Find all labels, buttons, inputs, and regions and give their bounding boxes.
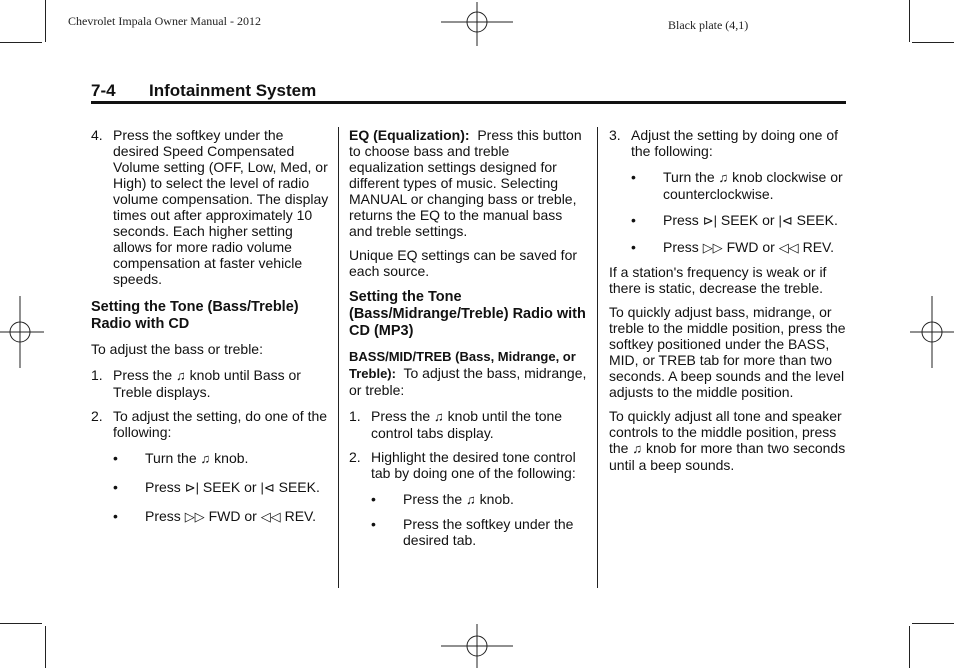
- bmt-paragraph: BASS/MID/TREB (Bass, Midrange, or Treble): To adjust the bass, midrange, or treble:: [349, 349, 587, 398]
- crop-mark: [912, 623, 954, 624]
- section-title: Infotainment System: [149, 81, 317, 100]
- step-2: 2. To adjust the setting, do one of the following:: [91, 408, 328, 440]
- step-1: 1. Press the ♫ knob until Bass or Treble displays.: [91, 367, 301, 400]
- rewind-icon: ◁◁: [260, 509, 281, 524]
- quick-adjust-all-text: To quickly adjust all tone and speaker controls to the middle position, press the ♫ knob for more than two seconds until a beep sounds.: [609, 408, 846, 473]
- tune-knob-icon: ♫: [434, 409, 444, 424]
- registration-mark-top: [441, 2, 513, 46]
- column-1: [91, 127, 329, 533]
- seek-down-icon: |⊲: [260, 480, 275, 495]
- crop-mark: [912, 42, 954, 43]
- registration-mark-left: [0, 296, 44, 368]
- unique-eq-text: Unique EQ settings can be saved for each source.: [349, 247, 578, 279]
- seek-up-icon: ⊳|: [702, 213, 717, 228]
- step-4-text: Press the softkey under the desired Speed Compensated Volume setting (OFF, Low, Med, or High) to select the level of radio volume compensation. The display times out after approximately 10 seconds. Each higher setting allows for more radio volume compensation at faster vehicle speeds.: [113, 127, 329, 287]
- tune-knob-icon: ♫: [466, 492, 476, 507]
- seek-down-icon: |⊲: [778, 213, 793, 228]
- tune-knob-icon: ♫: [200, 451, 211, 466]
- seek-up-icon: ⊳|: [184, 480, 199, 495]
- fast-forward-icon: ▷▷: [184, 509, 205, 524]
- column-divider: [597, 127, 598, 588]
- registration-mark-right: [910, 296, 954, 368]
- crop-mark: [45, 626, 46, 668]
- bullet-press-knob: • Press the ♫ knob.: [371, 491, 514, 507]
- weak-station-text: If a station's frequency is weak or if there is static, decrease the treble.: [609, 264, 827, 296]
- bmt-label: BASS/MID/TREB (Bass, Midrange, or Treble):: [349, 349, 576, 381]
- subheading-tone: Setting the Tone (Bass/Treble) Radio with CD: [91, 299, 299, 332]
- column-2: [349, 127, 587, 556]
- rewind-icon: ◁◁: [778, 240, 799, 255]
- plate-label: Black plate (4,1): [668, 18, 749, 32]
- registration-mark-bottom: [441, 624, 513, 668]
- eq-paragraph: EQ (Equalization): Press this button to choose bass and treble equalization settings designed for different types of music. Selecting MANUAL or changing bass or treble, returns the EQ to the manual bass and treble settings.: [349, 127, 582, 239]
- column-3: [609, 127, 847, 480]
- header-rule: [91, 101, 846, 104]
- quick-adjust-text: To quickly adjust bass, midrange, or treble to the middle position, press the softkey positioned under the BASS, MID, or TREB tab for more than two seconds. A beep sounds and the level adjusts to the middle position.: [609, 304, 846, 400]
- tune-knob-icon: ♫: [632, 441, 643, 456]
- bullet-turn: • Turn the ♫ knob clockwise or counterclockwise.: [631, 169, 843, 202]
- step-3: 3. Adjust the setting by doing one of the following:: [609, 127, 839, 159]
- eq-label: EQ (Equalization):: [349, 127, 470, 143]
- bullet-turn: • Turn the ♫ knob.: [113, 450, 249, 466]
- bullet-fwd-rev: • Press ▷▷ FWD or ◁◁ REV.: [631, 239, 834, 255]
- crop-mark: [909, 626, 910, 668]
- column-divider: [338, 127, 339, 588]
- step-2: 2. Highlight the desired tone control tab by doing one of the following:: [349, 449, 576, 481]
- page-number: 7-4: [91, 81, 116, 100]
- intro-text: To adjust the bass or treble:: [91, 341, 263, 357]
- bullet-seek: • Press ⊳| SEEK or |⊲ SEEK.: [631, 212, 838, 228]
- crop-mark: [0, 623, 42, 624]
- fast-forward-icon: ▷▷: [702, 240, 723, 255]
- subheading-tone-mp3: Setting the Tone (Bass/Midrange/Treble) Radio with CD (MP3): [349, 289, 586, 339]
- bullet-fwd-rev: • Press ▷▷ FWD or ◁◁ REV.: [113, 508, 316, 524]
- bullet-seek: • Press ⊳| SEEK or |⊲ SEEK.: [113, 479, 320, 495]
- step-1: 1. Press the ♫ knob until the tone control tabs display.: [349, 408, 563, 441]
- tune-knob-icon: ♫: [176, 368, 186, 383]
- crop-mark: [0, 42, 42, 43]
- crop-mark: [909, 0, 910, 42]
- manual-title: Chevrolet Impala Owner Manual - 2012: [68, 14, 261, 28]
- bullet-softkey: • Press the softkey under the desired tab.: [371, 516, 574, 548]
- tune-knob-icon: ♫: [718, 170, 729, 185]
- crop-mark: [45, 0, 46, 42]
- step-4: 4. Press the softkey under the desired Speed Compensated Volume setting (OFF, Low, Med, or High) to select the level of radio volume compensation. The display times out after approximately 10 seconds. Each higher setting allows for more radio volume compensation at faster vehicle speeds.: [91, 127, 329, 287]
